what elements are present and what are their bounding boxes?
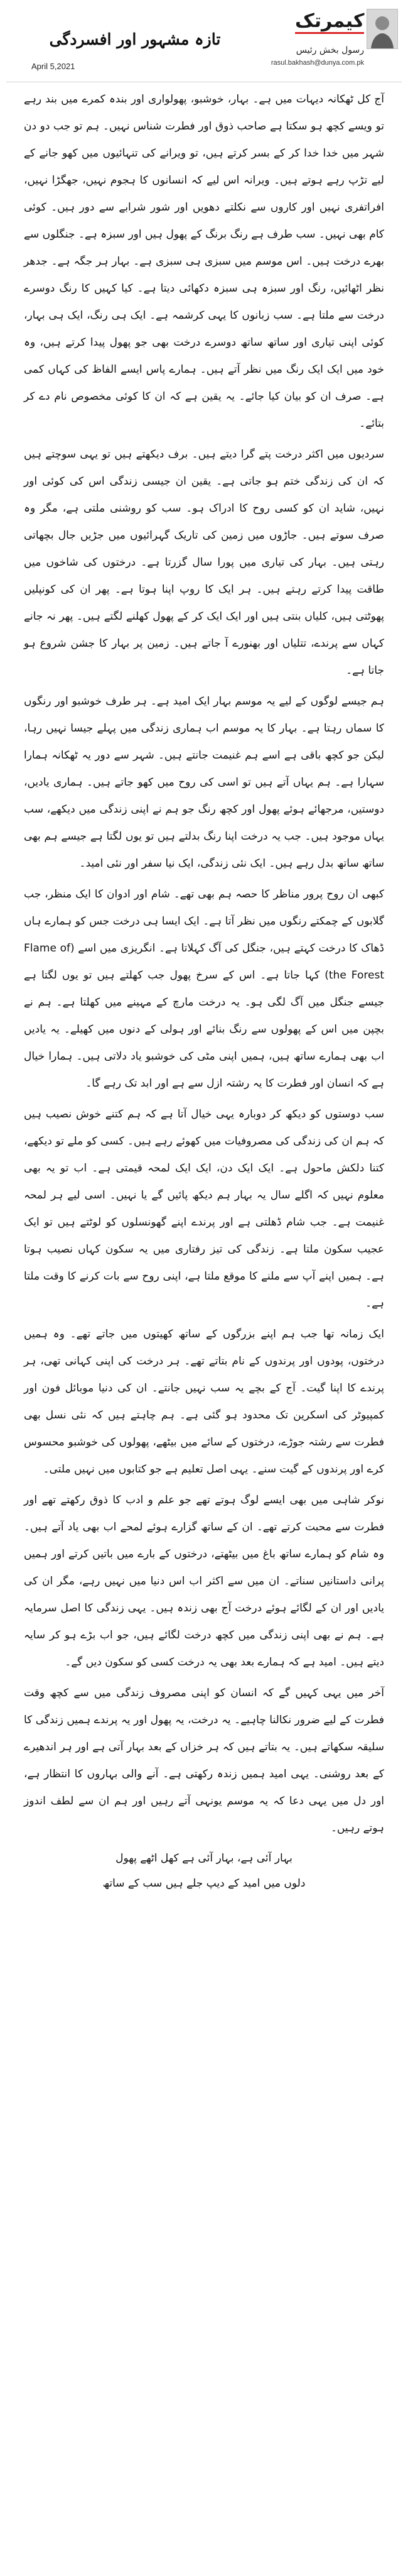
couplet-line: دلوں میں امید کے دیپ جلے ہیں سب کے ساتھ xyxy=(102,1877,306,1890)
logo-text: کیمرتک xyxy=(295,10,364,34)
paragraph: ایک زمانہ تھا جب ہم اپنے بزرگوں کے ساتھ کھیتوں میں جاتے تھے۔ وہ ہمیں درختوں، پودوں اور پرندوں کے نام بتاتے تھے۔ ہر درخت کی اپنی کہانی تھی، ہر پرندے کا اپنا گیت۔ آج کے بچے یہ سب نہیں جانتے۔ ان کی دنیا موبائل فون اور کمپیوٹر کی اسکرین تک محدود ہو گئی ہے۔ ہم چاہتے ہیں کہ نئی نسل بھی فطرت سے رشتہ جوڑے، درختوں کے سائے میں بیٹھے، پھولوں کی خوشبو محسوس کرے اور پرندوں کے گیت سنے۔ یہی اصل تعلیم ہے جو کتابوں میں نہیں ملتی۔ xyxy=(24,1328,384,1476)
paragraph: ہم جیسے لوگوں کے لیے یہ موسم بہار ایک امید ہے۔ ہر طرف خوشبو اور رنگوں کا سماں رہتا ہے۔ بہار کا یہ موسم اب ہماری زندگی میں پہلے جیسا نہیں رہا، لیکن جو کچھ باقی ہے اسے ہم غنیمت جانتے ہیں۔ شہر سے دور یہ ٹھکانہ ہمارا سہارا ہے۔ ہم یہاں آتے ہیں تو اسی کی روح میں کھو جاتے ہیں۔ ہماری یادیں، دوستیں، مرجھائے ہوئے پھول اور کچھ رنگ جو ہم نے اپنی زندگی میں دیکھے، سب یہاں موجود ہیں۔ جب یہ درخت اپنا رنگ بدلتے ہیں تو یوں لگتا ہے جیسے ہم بھی ساتھ ساتھ بدل رہے ہیں۔ ایک نئی زندگی، ایک نیا سفر اور نئی امید۔ xyxy=(24,695,384,870)
article-body xyxy=(6,82,402,1896)
couplet-line: بہار آئی ہے، بہار آئی ہے کھل اٹھے پھول xyxy=(115,1852,293,1865)
poem-couplet xyxy=(24,1846,384,1896)
publish-date: April 5,2021 xyxy=(31,62,75,71)
author-email: rasul.bakhash@dunya.com.pk xyxy=(271,59,364,67)
paragraph: آج کل ٹھکانہ دیہات میں ہے۔ بہار، خوشبو، پھولواری اور بندہ کمرے میں بند رہے تو ویسے کچھ ہو سکتا ہے صاحب ذوق اور فطرت شناس نہیں۔ ہم تو جب دو دن شہر میں خدا خدا کر کے بسر کرتے ہیں، تو ویرانے کی تنہائیوں میں کھو جانے کے لیے تڑپ رہے ہوتے ہیں۔ ویرانہ اس لیے کہ انسانوں کا ہجوم نہیں، جھگڑا نہیں، افراتفری نہیں اور کاروں سے نکلتے دھویں اور شور شرابے سے دور ہیں۔ کوئی کام بھی نہیں۔ سب طرف ہے رنگ برنگ کے پھول ہیں اور سبزہ ہے۔ جنگلوں سے بھرے درخت ہیں۔ اس موسم میں سبزی ہی سبزی ہے۔ بہار ہر جگہ ہے۔ جدھر نظر اٹھائیں، رنگ اور سبزہ ہی سبزہ دکھائی دیتا ہے۔ کیا کہیں کا رنگ دوسرے درخت سے ملتا ہے۔ سب زبانوں کا یہی کرشمہ ہے۔ ایک ہی رنگ، ایک ہی بہار، کوئی اپنی تیاری اور ساتھ ساتھ دوسرے درخت بھی جو پھول پیدا کرتے ہیں، وہ خود میں ایک ایک رنگ میں نظر آتے ہیں۔ ہمارے پاس ایسے الفاظ کی کہاں کمی ہے۔ صرف ان کو بیان کیا جائے۔ یہ یقین ہے کہ ان کا کوئی مخصوص نام دے کر بتائے۔ xyxy=(24,93,384,430)
paragraph: سردیوں میں اکثر درخت پتے گرا دیتے ہیں۔ برف دیکھتے ہیں تو یہی سوچتے ہیں کہ ان کی زندگی ختم ہو جاتی ہے۔ یقین ان جیسی زندگی اس کی کوئی اور نہیں، شاید ان کو کسی روح کا ادراک ہو۔ سب کو روشنی ملتی ہے، مگر وہ صرف سوتے ہیں۔ جاڑوں میں زمین کی تاریک گہرائیوں میں جڑیں جال بچھاتی رہتی ہیں۔ بہار کی تیاری میں پورا سال گزرتا ہے۔ درختوں کی شاخوں میں طاقت پیدا کرتے رہتے ہیں۔ ہر ایک کا روپ اپنا ہوتا ہے۔ پھر ان کی کونپلیں پھوٹتی ہیں، کلیاں بنتی ہیں اور ایک ایک کر کے پھول کھلنے لگتے ہیں۔ پھر نہ جانے کہاں سے پرندے، تتلیاں اور بھنورے آ جاتے ہیں۔ زمین پر بہار کا جشن شروع ہو جاتا ہے۔ xyxy=(24,448,384,677)
paragraph: نوکر شاہی میں بھی ایسے لوگ ہوتے تھے جو علم و ادب کا ذوق رکھتے تھے اور فطرت سے محبت کرتے تھے۔ ان کے ساتھ گزارے ہوئے لمحے اب بھی یاد آتے ہیں۔ وہ شام کو ہمارے ساتھ باغ میں بیٹھتے، درختوں کے بارے میں باتیں کرتے اور ہمیں پرانی داستانیں سناتے۔ ان میں سے اکثر اب اس دنیا میں نہیں رہے، مگر ان کی یادیں اور ان کے لگائے ہوئے درخت آج بھی زندہ ہیں۔ یہی زندگی کا اصل سرمایہ ہے۔ ہم نے بھی اپنی زندگی میں کچھ درخت لگائے ہیں، جو اب بڑے ہو کر سایہ دیتے ہیں۔ امید ہے کہ ہمارے بعد بھی یہ درخت کسی کو سکون دیں گے۔ xyxy=(24,1494,384,1669)
article-title: تازہ مشہور اور افسردگی xyxy=(49,30,221,48)
author-name: رسول بخش رئیس xyxy=(296,45,364,55)
columnist-portrait xyxy=(367,9,398,49)
paragraph: سب دوستوں کو دیکھ کر دوبارہ یہی خیال آتا ہے کہ ہم کتنے خوش نصیب ہیں کہ ہم ان کی زندگی کی مصروفیات میں کھوئے رہے ہیں۔ کسی کو ملے تو دیکھے، کتنا دلکش ماحول ہے۔ ایک ایک دن، ایک ایک لمحہ قیمتی ہے۔ اب تو یہ بھی معلوم نہیں کہ اگلے سال یہ بہار ہم دیکھ پائیں گے یا نہیں۔ اسی لیے ہر لمحہ غنیمت ہے۔ جب شام ڈھلتی ہے اور پرندے اپنے گھونسلوں کو لوٹتے ہیں تو ایک عجیب سکون ملتا ہے۔ زندگی کی تیز رفتاری میں یہ سکون کہاں نصیب ہوتا ہے۔ ہمیں اپنے آپ سے ملنے کا موقع ملتا ہے، اپنی روح سے بات کرنے کا وقت ملتا ہے۔ xyxy=(24,1108,384,1310)
portrait-icon xyxy=(367,9,397,48)
masthead xyxy=(6,0,402,82)
paragraph: کبھی ان روح پرور مناظر کا حصہ ہم بھی تھے۔ شام اور ادوان کا ایک منظر، جب گلابوں کے چمکتے رنگوں میں نظر آتا ہے۔ ایک ایسا ہی درخت جس کو ہمارے ہاں ڈھاک کا درخت کہتے ہیں، جنگل کی آگ کہلاتا ہے۔ انگریزی میں اسے (Flame of the Forest) کہا جاتا ہے۔ اس کے سرخ پھول جب کھلتے ہیں تو یوں لگتا ہے جیسے جنگل میں آگ لگی ہو۔ یہ درخت مارچ کے مہینے میں کھلتا ہے۔ ہم نے بچپن میں اس کے پھولوں سے رنگ بنائے اور ہولی کے دنوں میں کھیلے۔ یہ یادیں اب بھی ہمارے ساتھ ہیں، ہمیں اپنی مٹی کی خوشبو یاد دلاتی ہیں۔ ہمارا خیال ہے کہ انسان اور فطرت کا یہ رشتہ ازل سے ہے اور ابد تک رہے گا۔ xyxy=(24,888,384,1090)
newspaper-logo xyxy=(295,10,364,34)
paragraph: آخر میں یہی کہیں گے کہ انسان کو اپنی مصروف زندگی میں سے کچھ وقت فطرت کے لیے ضرور نکالنا چاہیے۔ یہ درخت، یہ پھول اور یہ پرندے ہمیں زندگی کا سلیقہ سکھاتے ہیں۔ یہ بتاتے ہیں کہ ہر خزاں کے بعد بہار آتی ہے اور ہر اندھیرے کے بعد روشنی۔ یہی امید ہمیں زندہ رکھتی ہے۔ آنے والی بہاروں کا انتظار ہے، اور دل میں یہی دعا کہ یہ موسم یونہی آتے رہیں اور ہم ان سے لطف اندوز ہوتے رہیں۔ xyxy=(24,1687,384,1834)
